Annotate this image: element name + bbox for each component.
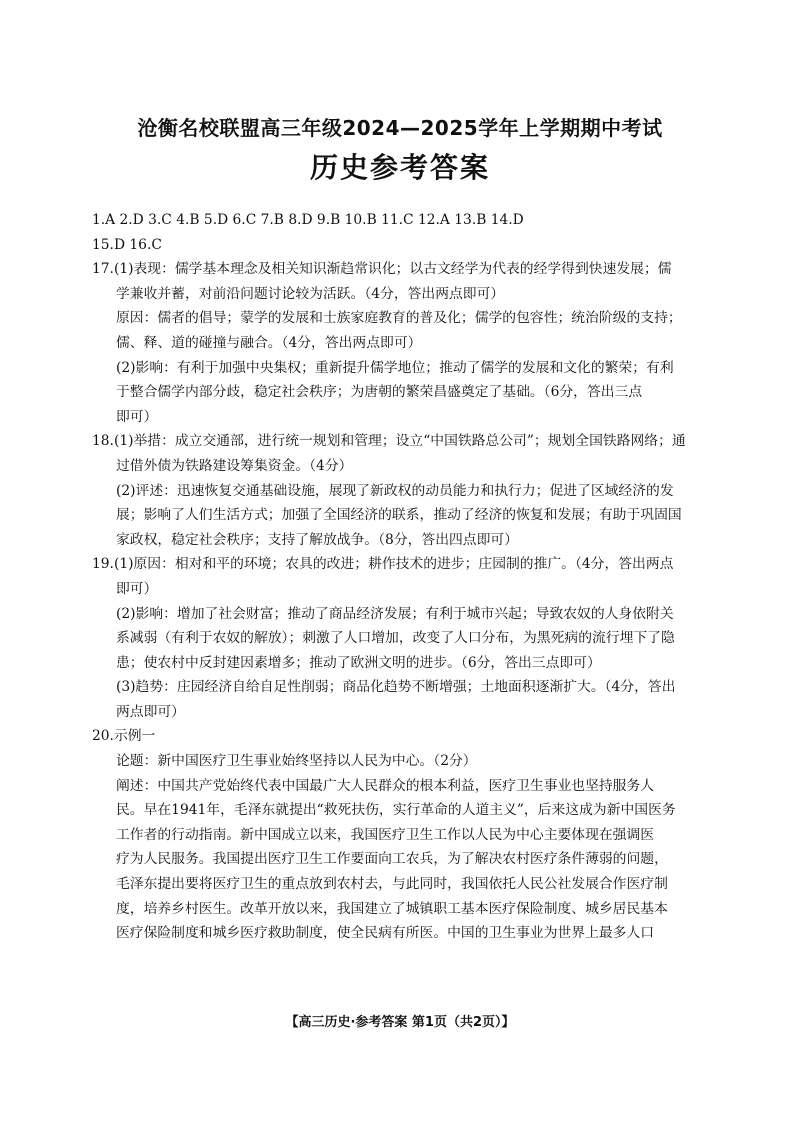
answer-line: (2)评述：迅速恢复交通基础设施，展现了新政权的动员能力和执行力；促进了区域经济的发 (116, 482, 674, 499)
answer-line: 18.(1)举措：成立交通部，进行统一规划和管理；设立“中国铁路总公司”；规划全国铁路网络；通 (92, 433, 686, 450)
answer-line: 19.(1)原因：相对和平的环境；农具的改进；耕作技术的进步；庄园制的推广。（4分，答出两点 (92, 556, 674, 573)
answer-line: (2)影响：增加了社会财富；推动了商品经济发展；有利于城市兴起；导致农奴的人身依附关 (116, 605, 674, 622)
answer-line: 论题：新中国医疗卫生事业始终坚持以人民为中心。（2分） (116, 753, 477, 770)
answer-line: (3)趋势：庄园经济自给自足性削弱；商品化趋势不断增强；土地面积逐渐扩大。（4分，答出 (116, 679, 676, 696)
answer-line: 工作者的行动指南。新中国成立以来，我国医疗卫生工作以人民为中心主要体现在强调医 (116, 826, 655, 843)
answer-line: 学兼收并蓄，对前沿问题讨论较为活跃。（4分，答出两点即可） (116, 285, 505, 302)
answer-line: 家政权，稳定社会秩序；支持了解放战争。（8分，答出四点即可） (116, 531, 518, 548)
answer-line: 原因：儒者的倡导；蒙学的发展和士族家庭教育的普及化；儒学的包容性；统治阶级的支持； (116, 310, 682, 327)
answer-line: 系减弱（有利于农奴的解放）；刺激了人口增加，改变了人口分布，为黑死病的流行埋下了隐 (116, 630, 675, 647)
answer-line: 儒、释、道的碰撞与融合。（4分，答出两点即可） (116, 334, 422, 351)
document-subtitle: 历史参考答案 (309, 151, 490, 184)
page-footer: 【高三历史·参考答案 第1页（共2页）】 (285, 1015, 515, 1030)
answer-line: 患；使农村中反封建因素增多；推动了欧洲文明的进步。（6分，答出三点即可） (116, 654, 601, 671)
answer-line: 即可） (116, 580, 158, 597)
answer-line: 1.A 2.D 3.C 4.B 5.D 6.C 7.B 8.D 9.B 10.B 11.C 12.A 13.B 14.D (92, 212, 524, 228)
answer-line: 过借外债为铁路建设筹集资金。（4分） (116, 457, 353, 474)
answer-line: 民。早在1941年，毛泽东就提出“救死扶伤，实行革命的人道主义”，后来这成为新中国医务 (116, 802, 676, 819)
answer-line: 毛泽东提出要将医疗卫生的重点放到农村去，与此同时，我国依托人民公社发展合作医疗制 (116, 876, 668, 893)
answer-line: (2)影响：有利于加强中央集权；重新提升儒学地位；推动了儒学的发展和文化的繁荣；有利 (116, 359, 674, 376)
answer-content (92, 208, 712, 946)
answer-line: 17.(1)表现：儒学基本理念及相关知识渐趋常识化；以古文经学为代表的经学得到快速发展；儒 (92, 261, 672, 278)
answer-line: 疗为人民服务。我国提出医疗卫生工作要面向工农兵，为了解决农村医疗条件薄弱的问题， (116, 851, 668, 868)
answer-line: 医疗保险制度和城乡医疗救助制度，使全民病有所医。中国的卫生事业为世界上最多人口 (116, 925, 655, 942)
answer-line: 两点即可） (116, 703, 185, 720)
exam-title: 沧衡名校联盟高三年级2024—2025学年上学期期中考试 (137, 116, 663, 140)
answer-line: 15.D 16.C (92, 236, 162, 253)
answer-line: 阐述：中国共产党始终代表中国最广大人民群众的根本利益，医疗卫生事业也坚持服务人 (116, 777, 655, 794)
answer-line: 度，培养乡村医生。改革开放以来，我国建立了城镇职工基本医疗保险制度、城乡居民基本 (116, 900, 668, 917)
answer-line: 展；影响了人们生活方式；加强了全国经济的联系，推动了经济的恢复和发展；有助于巩固国 (116, 507, 682, 524)
answer-line: 20.示例一 (92, 728, 156, 745)
answer-line: 于整合儒学内部分歧，稳定社会秩序；为唐朝的繁荣昌盛奠定了基础。（6分，答出三点 (116, 384, 643, 401)
answer-line: 即可） (116, 408, 158, 425)
